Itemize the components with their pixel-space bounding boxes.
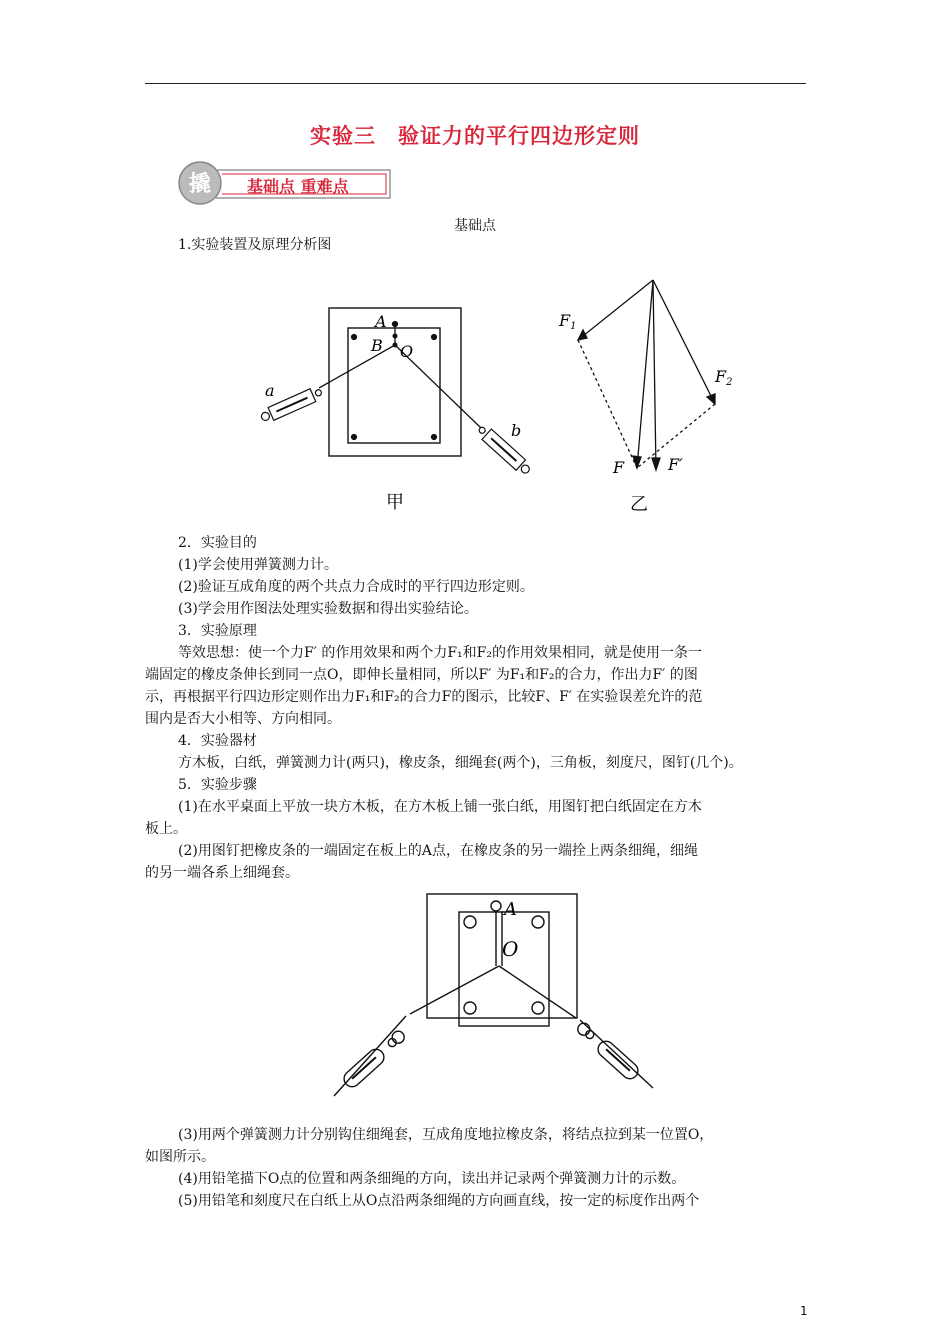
label-F: F — [613, 458, 625, 477]
text-line: (3)用两个弹簧测力计分别钩住细绳套，互成角度地拉橡皮条，将结点拉到某一位置O， — [178, 1127, 714, 1143]
text-line: 的另一端各系上细绳套。 — [145, 865, 299, 881]
label-F-prime: F′ — [668, 455, 683, 474]
board-diagram — [259, 308, 533, 477]
label-F2: F2 — [715, 367, 733, 388]
caption-jia: 甲 — [386, 492, 404, 513]
text-line: (2)用图钉把橡皮条的一端固定在板上的A点，在橡皮条的另一端拴上两条细绳，细绳 — [178, 843, 698, 859]
label-b: b — [511, 421, 522, 440]
label-a: a — [265, 381, 275, 400]
text-line: (5)用铅笔和刻度尺在白纸上从O点沿两条细绳的方向画直线，按一定的标度作出两个 — [178, 1193, 700, 1209]
text-line: 围内是否大小相等、方向相同。 — [145, 711, 341, 727]
text-line: 等效思想：使一个力F′ 的作用效果和两个力F₁和F₂的作用效果相同，就是使用一条一 — [178, 645, 702, 661]
badge-seal-char: 撬 — [188, 171, 212, 197]
figure-step-setup — [318, 884, 658, 1110]
text-line: 4．实验器材 — [178, 733, 257, 749]
section-heading: 基础点 — [454, 218, 496, 234]
text-line: (1)在水平桌面上平放一块方木板，在方木板上铺一张白纸，用图钉把白纸固定在方木 — [178, 799, 702, 815]
text-line: 端固定的橡皮条伸长到同一点O，即伸长量相同，所以F′ 为F₁和F₂的合力，作出力F′ 的图 — [145, 667, 698, 683]
label-O: O — [400, 342, 414, 361]
text-line: (4)用铅笔描下O点的位置和两条细绳的方向，读出并记录两个弹簧测力计的示数。 — [178, 1171, 686, 1187]
header-rule — [145, 83, 806, 84]
page-number: 1 — [800, 1304, 808, 1318]
text-line: 1.实验装置及原理分析图 — [178, 237, 332, 253]
text-line: (1)学会使用弹簧测力计。 — [178, 557, 338, 573]
label-O: O — [502, 937, 519, 961]
label-B: B — [371, 336, 383, 355]
label-A: A — [504, 899, 517, 920]
text-line: 5．实验步骤 — [178, 777, 257, 793]
text-line: (2)验证互成角度的两个共点力合成时的平行四边形定则。 — [178, 579, 534, 595]
text-line: 示，再根据平行四边形定则作出力F₁和F₂的合力F的图示，比较F、F′ 在实验误差允许的范 — [145, 689, 703, 705]
text-line: (3)学会用作图法处理实验数据和得出实验结论。 — [178, 601, 478, 617]
text-line: 方木板，白纸，弹簧测力计(两只)，橡皮条，细绳套(两个)，三角板，刻度尺，图钉(几个)。 — [178, 755, 743, 771]
force-parallelogram — [578, 280, 715, 470]
label-A: A — [375, 312, 387, 331]
text-line: 3．实验原理 — [178, 623, 257, 639]
figure-apparatus-and-parallelogram — [253, 258, 753, 530]
page-title: 实验三 验证力的平行四边形定则 — [310, 124, 640, 148]
text-line: 如图所示。 — [145, 1149, 215, 1165]
badge-label: 基础点 重难点 — [247, 177, 349, 196]
text-line: 2．实验目的 — [178, 535, 257, 551]
caption-yi: 乙 — [630, 494, 648, 515]
label-F1: F1 — [559, 311, 577, 332]
text-line: 板上。 — [145, 821, 187, 837]
